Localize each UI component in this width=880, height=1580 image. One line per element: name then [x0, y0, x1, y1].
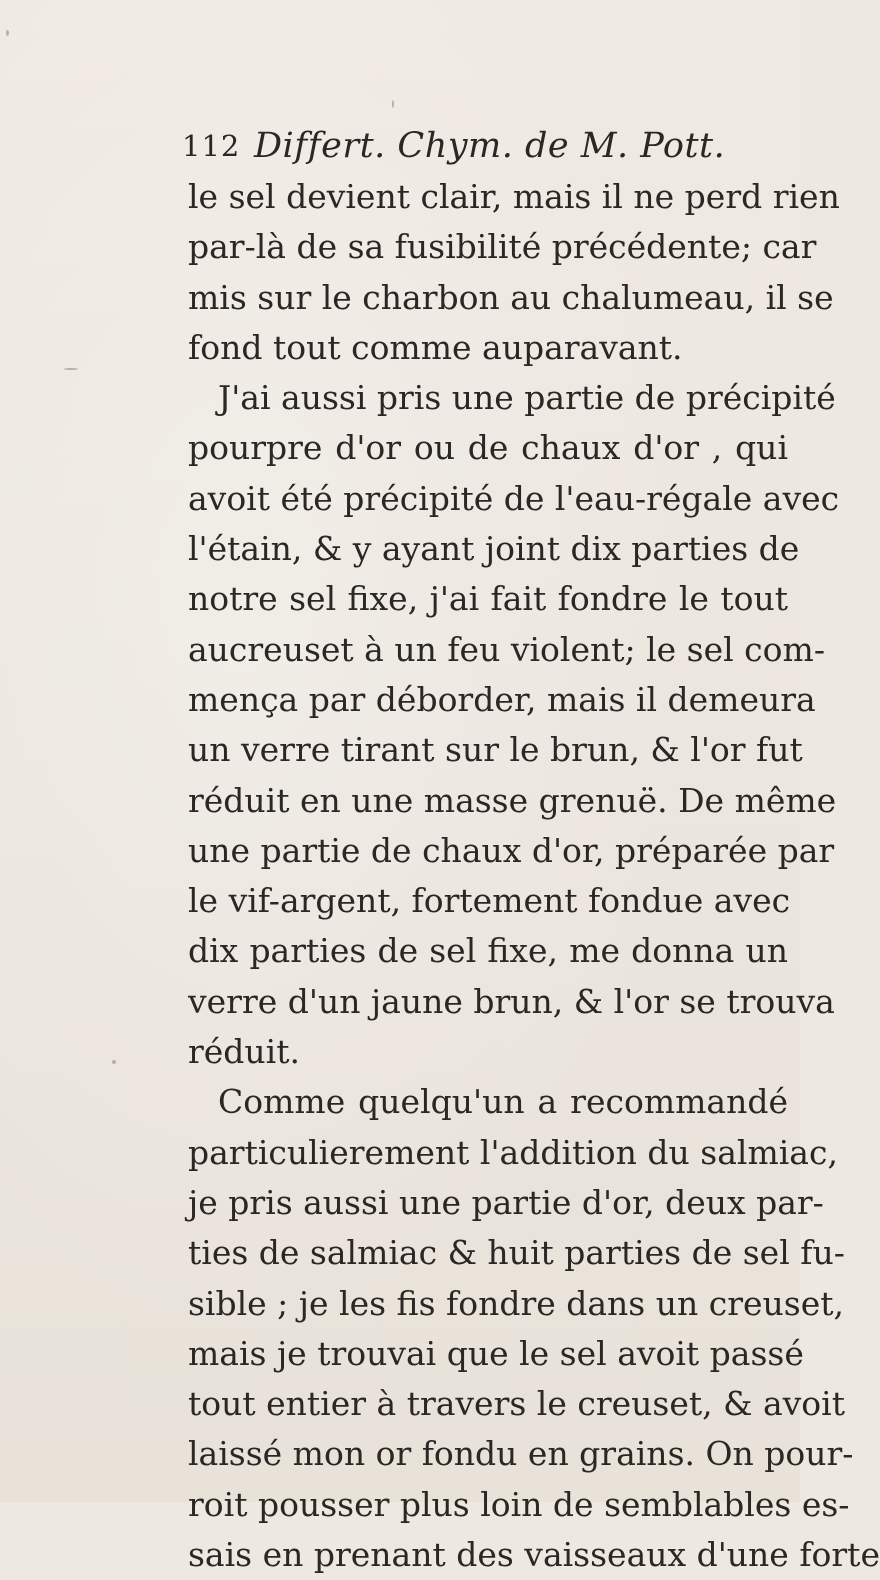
text-line: une partie de chaux d'or, préparée par [188, 830, 835, 870]
text-line: avoit été précipité de l'eau-régale avec [188, 478, 840, 518]
paragraph [188, 1077, 880, 1580]
text-line: réduit. [188, 1032, 300, 1072]
running-head: Differt. Chym. de M. Pott. [254, 126, 726, 166]
text-line: réduit en une masse grenuë. De même [188, 780, 837, 820]
paragraph [188, 172, 840, 373]
text-line: mis sur le charbon au chalumeau, il se [188, 277, 834, 317]
text-line: mais je trouvai que le sel avoit passé [188, 1333, 804, 1373]
text-line: verre d'un jaune brun, & l'or se trouva [188, 981, 835, 1021]
text-line: particulierement l'addition du salmiac, [188, 1132, 838, 1172]
text-line: roit pousser plus loin de semblables es- [188, 1484, 850, 1524]
text-line: l'étain, & y ayant joint dix parties de [188, 529, 800, 569]
text-line: pourpre d'or ou de chaux d'or , qui [188, 428, 788, 468]
paragraph [188, 373, 840, 1077]
text-line: par-là de sa fusibilité précédente; car [188, 227, 817, 267]
text-line: le sel devient clair, mais il ne perd rien [188, 177, 840, 216]
text-line: laissé mon or fondu en grains. On pour- [188, 1434, 854, 1474]
paper-speck [112, 1060, 116, 1064]
text-line: tout entier à travers le creuset, & avoit [188, 1384, 845, 1424]
text-line: mença par déborder, mais il demeura [188, 679, 816, 719]
text-line: ties de salmiac & huit parties de sel fu- [188, 1233, 845, 1273]
text-line: un verre tirant sur le brun, & l'or fut [188, 730, 803, 770]
page-number: 112 [182, 129, 241, 163]
paper-speck [6, 30, 9, 36]
text-line: notre sel fixe, j'ai fait fondre le tout [188, 579, 788, 619]
text-line: le vif-argent, fortement fondue avec [188, 881, 791, 921]
text-line: je pris aussi une partie d'or, deux par- [188, 1182, 824, 1222]
text-line: J'ai aussi pris une partie de précipité [218, 378, 836, 418]
text-line: fond tout comme auparavant. [188, 327, 683, 367]
text-line: sais en prenant des vaisseaux d'une forte [188, 1535, 880, 1575]
text-line: dix parties de sel fixe, me donna un [188, 931, 788, 971]
text-line: sible ; je les fis fondre dans un creuset, [188, 1283, 844, 1323]
page-header [182, 124, 782, 168]
paper-speck [64, 368, 78, 370]
text-line: Comme quelqu'un a recommandé [218, 1082, 788, 1122]
paper-speck [392, 100, 394, 108]
body-text [188, 172, 880, 1580]
text-line: aucreuset à un feu violent; le sel com- [188, 629, 825, 669]
